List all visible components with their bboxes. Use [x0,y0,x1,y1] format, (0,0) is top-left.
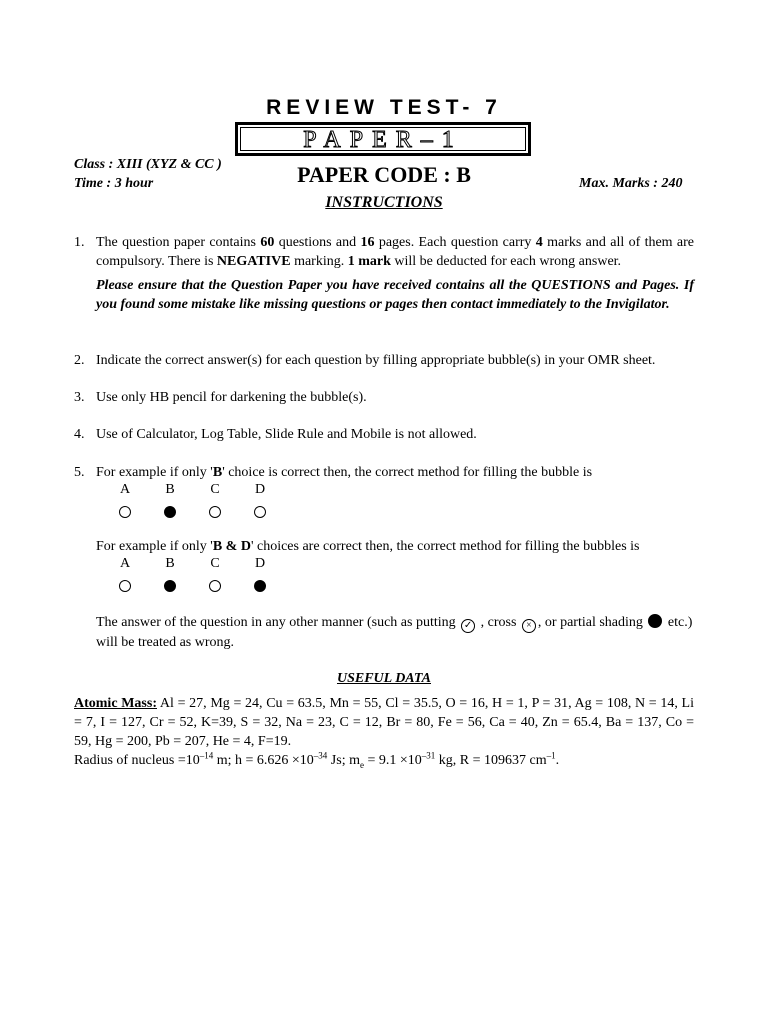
option-label-b: B [165,556,175,571]
instruction-3 [74,388,694,407]
constants-line [74,751,714,770]
superscript: –31 [421,750,436,761]
text-run: The answer of the question in any other manner (such as putting [96,615,456,630]
paper-label-box [235,122,531,156]
instruction-number: 4. [74,427,85,442]
atomic-mass-data [74,694,694,751]
paper-label: PAPER–1 [240,127,526,151]
bold-run: 4 [535,235,543,250]
example2-bubble-a [119,580,131,592]
cross-bubble-icon: × [522,619,536,633]
text-run: will be deducted for each wrong answer. [390,254,622,269]
wrong-manner-text [96,613,694,653]
example1-bubble-b [164,506,176,518]
superscript: –14 [199,750,214,761]
text-run: marks and all of them are compulsory. There is [96,235,694,269]
bold-run: B [212,465,223,480]
text-run: ' choice is correct then, the correct method for filling the bubble is [222,465,593,480]
option-label-a: A [119,482,131,497]
option-label-c: C [210,482,220,497]
instruction-number: 1. [74,235,85,250]
bold-run: 60 [260,235,275,250]
example1-bubble-c [209,506,221,518]
instruction-1 [74,233,694,271]
example1-bubble-a [119,506,131,518]
class-info: Class : XIII (XYZ & CC ) [74,157,222,172]
bold-run: B & D [212,539,251,554]
bold-run: 16 [360,235,375,250]
text-run: . [555,753,560,768]
instructions-heading: INSTRUCTIONS [325,194,443,211]
paper-code: PAPER CODE : B [297,162,471,187]
example2-bubble-d [254,580,266,592]
instruction-2 [74,351,694,370]
instruction-number: 3. [74,390,85,405]
text-run: m; h = 6.626 ×10 [213,753,314,768]
partial-shading-icon [648,614,662,628]
text-run: pages. Each question carry [374,235,536,250]
example2-bubble-c [209,580,221,592]
atomic-mass-values: Al = 27, Mg = 24, Cu = 63.5, Mn = 55, Cl = 35.5, O = 16, H = 1, P = 31, Ag = 108, N = 14, Li = 7, I = 127, Cr = 52, K=39, S = 32, Na = 23, C = 12, Br = 80, Fe = 56, Ca = 40, Zn = 65.4, Ba = 137, Co = 59, Hg = 200, Pb = 207, He = 4, F=19. [74,696,695,749]
test-title: REVIEW TEST- 7 [266,96,502,119]
text-run: The question paper contains [96,235,261,250]
subscript: e [359,759,364,770]
instruction-text: Use of Calculator, Log Table, Slide Rule and Mobile is not allowed. [96,427,477,442]
instruction-number: 2. [74,353,85,368]
text-run: marking. [290,254,348,269]
text-run: = 9.1 ×10 [363,753,422,768]
useful-data-heading: USEFUL DATA [336,671,431,686]
option-label-a: A [119,556,131,571]
instruction-text: Use only HB pencil for darkening the bubble(s). [96,390,367,405]
example2-bubble-b [164,580,176,592]
ensure-note: Please ensure that the Question Paper you have received contains all the QUESTIONS and Pages. If you found some mistake like missing questions or pages then contact immediately to the Invigilator. [96,278,694,312]
text-run: , or partial shading [537,615,643,630]
max-marks: Max. Marks : 240 [579,176,683,191]
tick-bubble-icon: ✓ [461,619,475,633]
text-run: ' choices are correct then, the correct method for filling the bubbles is [250,539,640,554]
superscript: –34 [313,750,328,761]
text-run: For example if only ' [96,465,213,480]
text-run: kg, R = 109637 cm [435,753,547,768]
text-run: Radius of nucleus =10 [74,753,200,768]
text-run: , cross [480,615,517,630]
text-run: For example if only ' [96,539,213,554]
text-run: Js; m [327,753,360,768]
atomic-mass-label: Atomic Mass: [74,696,157,711]
instruction-5 [74,463,694,482]
instruction-4 [74,425,694,444]
instruction-text [96,463,694,482]
option-label-c: C [210,556,220,571]
bold-run: NEGATIVE [216,254,291,269]
option-label-d: D [254,482,266,497]
instruction-text [96,233,694,271]
text-run: questions and [274,235,361,250]
bold-run: 1 mark [347,254,391,269]
option-label-b: B [165,482,175,497]
example-2-text [96,537,694,557]
text-run: etc.) will be treated as wrong. [96,615,693,650]
time-info: Time : 3 hour [74,176,154,191]
option-label-d: D [254,556,266,571]
instruction-text: Indicate the correct answer(s) for each question by filling appropriate bubble(s) in your OMR sheet. [96,353,656,368]
superscript: –1 [546,750,556,761]
example1-bubble-d [254,506,266,518]
instruction-number: 5. [74,465,85,480]
